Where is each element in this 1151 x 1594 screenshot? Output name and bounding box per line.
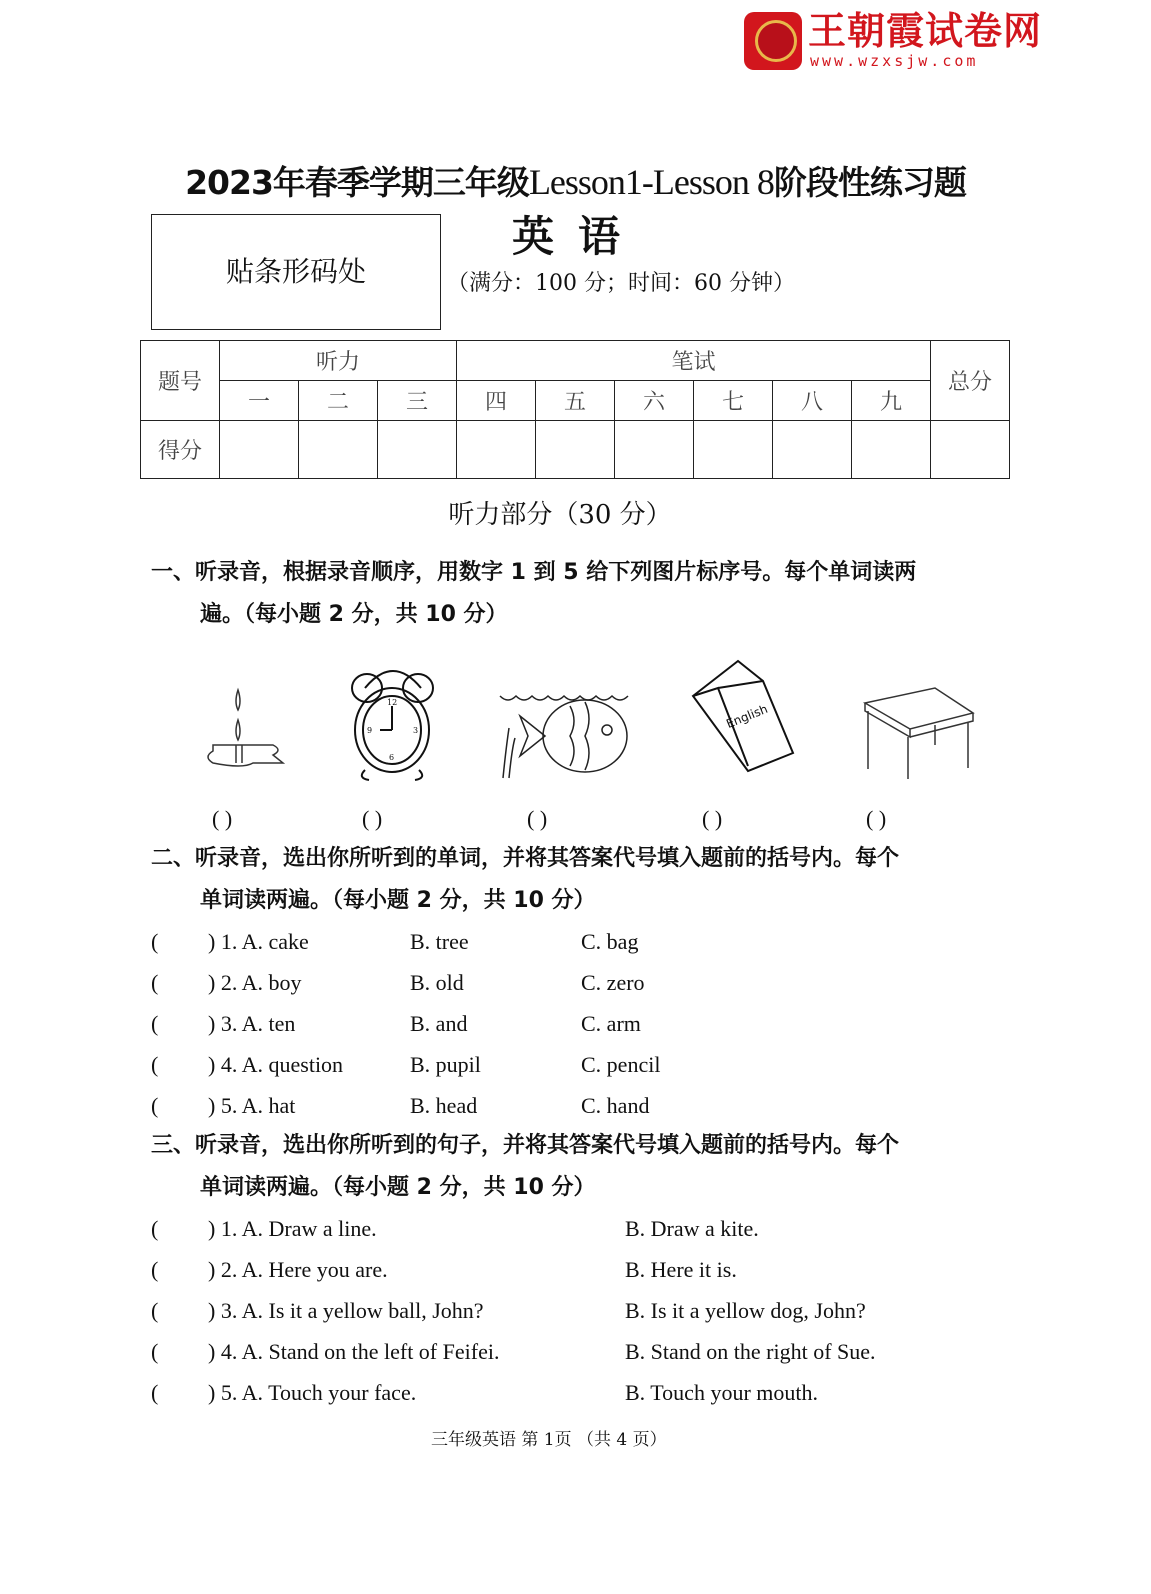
score-cell[interactable] [773, 421, 852, 479]
section3-heading: 三、听录音，选出你所听到的句子，并将其答案代号填入题前的括号内。每个 [151, 1133, 900, 1158]
candle-picture [198, 685, 288, 780]
answer-bracket[interactable]: ( [151, 1011, 159, 1036]
answer-bracket[interactable]: ( ) [702, 806, 723, 831]
english-book-picture [688, 656, 796, 774]
answer-bracket[interactable]: ( ) [866, 806, 887, 831]
title-english: Lesson1-Lesson 8 [528, 162, 774, 202]
page-title [0, 164, 1151, 200]
question-number: 四 [457, 381, 536, 421]
page-footer: 三年级英语 第 1页 （共 4 页） [431, 1430, 667, 1450]
score-cell[interactable] [852, 421, 931, 479]
score-cell[interactable] [299, 421, 378, 479]
option-a: ) 1. A. Draw a line. [208, 1216, 377, 1241]
section2-heading: 二、听录音，选出你所听到的单词，并将其答案代号填入题前的括号内。每个 [151, 846, 900, 871]
section1-heading: 一、听录音，根据录音顺序，用数字 1 到 5 给下列图片标序号。每个单词读两 [151, 560, 917, 585]
option-a: ) 5. A. hat [208, 1093, 296, 1118]
question-number: 九 [852, 381, 931, 421]
logo-name: 王朝霞试卷网 [808, 9, 1043, 53]
fish-picture [495, 688, 643, 783]
option-b: B. Is it a yellow dog, John? [625, 1298, 866, 1323]
svg-text:9: 9 [367, 726, 373, 735]
option-c: C. hand [581, 1093, 650, 1118]
answer-bracket[interactable]: ( [151, 1298, 159, 1323]
option-a: ) 5. A. Touch your face. [208, 1380, 417, 1405]
option-a: ) 4. A. question [208, 1052, 344, 1077]
score-cell[interactable] [615, 421, 694, 479]
title-suffix: 阶段性练习题 [773, 163, 966, 202]
answer-bracket[interactable]: ( ) [527, 806, 548, 831]
logo-badge-icon [744, 12, 802, 70]
answer-bracket[interactable]: ( [151, 1339, 159, 1364]
answer-bracket[interactable]: ( [151, 929, 159, 954]
section3-heading-cont: 单词读两遍。（每小题 2 分，共 10 分） [200, 1175, 596, 1200]
option-a: ) 2. A. Here you are. [208, 1257, 388, 1282]
option-b: B. Stand on the right of Sue. [625, 1339, 876, 1364]
title-prefix: 2023年春季学期三年级 [185, 163, 529, 202]
option-b: B. old [410, 970, 464, 995]
option-a: ) 4. A. Stand on the left of Feifei. [208, 1339, 500, 1364]
answer-bracket[interactable]: ( [151, 970, 159, 995]
score-cell[interactable] [694, 421, 773, 479]
listening-header: 听力 [220, 341, 457, 381]
score-table [140, 340, 1010, 479]
option-a: ) 1. A. cake [208, 929, 309, 954]
question-number: 三 [378, 381, 457, 421]
option-b: B. tree [410, 929, 469, 954]
score-info: （满分：100 分；时间：60 分钟） [447, 271, 795, 296]
desk-picture [860, 685, 975, 782]
row-label: 题号 [141, 341, 220, 421]
question-number: 二 [299, 381, 378, 421]
option-c: C. pencil [581, 1052, 661, 1077]
score-cell[interactable] [220, 421, 299, 479]
option-c: C. bag [581, 929, 639, 954]
listening-section-title: 听力部分（30 分） [448, 500, 672, 530]
total-score-cell[interactable] [931, 421, 1010, 479]
option-b: B. and [410, 1011, 468, 1036]
answer-bracket[interactable]: ( [151, 1216, 159, 1241]
score-cell[interactable] [457, 421, 536, 479]
score-label: 得分 [141, 421, 220, 479]
svg-text:6: 6 [389, 753, 395, 762]
option-b: B. pupil [410, 1052, 481, 1077]
book-label: English [724, 701, 770, 731]
writing-header: 笔试 [457, 341, 931, 381]
option-c: C. arm [581, 1011, 641, 1036]
barcode-box: 贴条形码处 [151, 214, 441, 330]
answer-bracket[interactable]: ( ) [212, 806, 233, 831]
question-number: 八 [773, 381, 852, 421]
answer-bracket[interactable]: ( [151, 1257, 159, 1282]
option-a: ) 3. A. ten [208, 1011, 296, 1036]
total-header: 总分 [931, 341, 1010, 421]
answer-bracket[interactable]: ( [151, 1052, 159, 1077]
question-number: 一 [220, 381, 299, 421]
section1-heading-cont: 遍。（每小题 2 分，共 10 分） [200, 602, 508, 627]
answer-bracket[interactable]: ( [151, 1380, 159, 1405]
subject-title: 英语 [512, 212, 645, 261]
option-a: ) 2. A. boy [208, 970, 302, 995]
score-cell[interactable] [536, 421, 615, 479]
option-c: C. zero [581, 970, 645, 995]
svg-text:12: 12 [387, 698, 398, 707]
logo-url: www.wzxsjw.com [810, 52, 979, 70]
question-number: 七 [694, 381, 773, 421]
option-a: ) 3. A. Is it a yellow ball, John? [208, 1298, 484, 1323]
section2-heading-cont: 单词读两遍。（每小题 2 分，共 10 分） [200, 888, 596, 913]
answer-bracket[interactable]: ( ) [362, 806, 383, 831]
option-b: B. Here it is. [625, 1257, 737, 1282]
option-b: B. Touch your mouth. [625, 1380, 818, 1405]
answer-bracket[interactable]: ( [151, 1093, 159, 1118]
question-number: 五 [536, 381, 615, 421]
option-b: B. head [410, 1093, 478, 1118]
question-number: 六 [615, 381, 694, 421]
svg-text:3: 3 [413, 726, 419, 735]
alarm-clock-picture [345, 660, 440, 782]
option-b: B. Draw a kite. [625, 1216, 759, 1241]
score-cell[interactable] [378, 421, 457, 479]
